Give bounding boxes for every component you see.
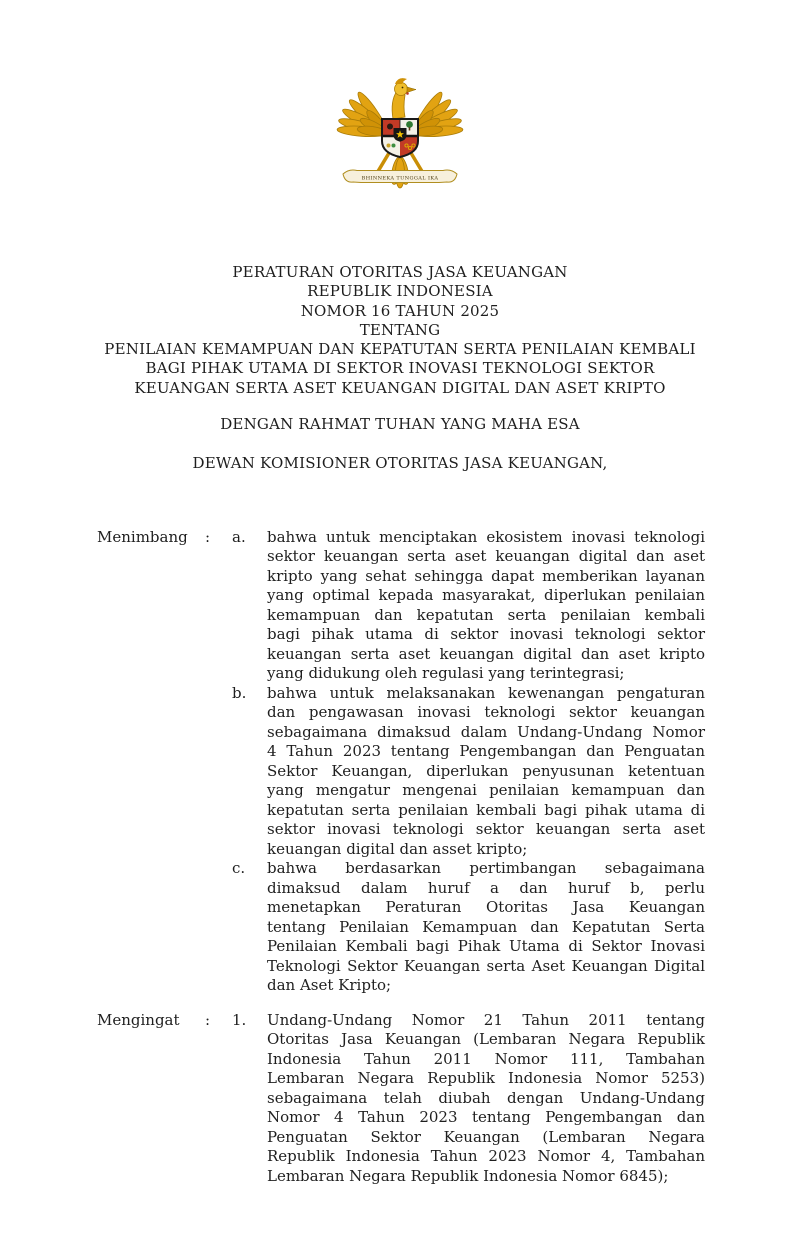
text-line: dimaksud dalam huruf a dan huruf b, perlu (267, 878, 705, 897)
title-line: PENILAIAN KEMAMPUAN DAN KEPATUTAN SERTA PENILAIAN KEMBALI (104, 340, 696, 359)
item-text (267, 1011, 705, 1187)
title-line: REPUBLIK INDONESIA (307, 282, 493, 301)
mengingat-item-1 (232, 1011, 705, 1187)
text-line: yang optimal kepada masyarakat, diperlukan penilaian (267, 586, 705, 605)
text-line: Penguatan Sektor Keuangan (Lembaran Negara (267, 1127, 705, 1146)
document-title (0, 263, 800, 398)
text-line: sektor inovasi teknologi sektor keuangan serta aset (267, 820, 705, 839)
text-line: tentang Penilaian Kemampuan dan Kepatutan Serta (267, 917, 705, 936)
emblem-motto-scroll (343, 170, 457, 183)
text-line: Sektor Keuangan, diperlukan penyusunan ketentuan (267, 761, 705, 780)
text-line: Lembaran Negara Republik Indonesia Nomor 5253) (267, 1069, 705, 1088)
item-text (267, 859, 705, 996)
text-line: bahwa berdasarkan pertimbangan sebagaimana (267, 859, 705, 878)
menimbang-item-a (232, 528, 705, 684)
title-line: TENTANG (359, 320, 441, 339)
item-text (267, 684, 705, 860)
text-line: Indonesia Tahun 2011 Nomor 111, Tambahan (267, 1049, 705, 1068)
item-text (267, 528, 705, 684)
mengingat-items (232, 1011, 705, 1187)
item-marker: a. (232, 527, 246, 546)
text-line: bagi pihak utama di sektor inovasi teknologi sektor (267, 625, 705, 644)
emblem-motto-text: BHINNEKA TUNGGAL IKA (361, 175, 439, 182)
text-line: kemampuan dan kepatutan serta penilaian kembali (267, 605, 705, 624)
text-line: Undang-Undang Nomor 21 Tahun 2011 tentang (267, 1010, 705, 1029)
garuda-pancasila-emblem (335, 75, 465, 197)
menimbang-colon: : (205, 527, 211, 546)
text-line: Penilaian Kembali bagi Pihak Utama di Sektor Inovasi (267, 937, 705, 956)
item-marker: 1. (232, 1010, 247, 1029)
emblem-pancasila-shield (382, 117, 418, 159)
menimbang-item-b (232, 684, 705, 860)
title-line: BAGI PIHAK UTAMA DI SEKTOR INOVASI TEKNOLOGI SEKTOR (145, 359, 655, 378)
mengingat-section (0, 1011, 800, 1187)
text-line: 4 Tahun 2023 tentang Pengembangan dan Penguatan (267, 742, 705, 761)
text-line: Republik Indonesia Tahun 2023 Nomor 4, Tambahan (267, 1147, 705, 1166)
title-line: PERATURAN OTORITAS JASA KEUANGAN (232, 263, 568, 281)
menimbang-item-c (232, 859, 705, 996)
text-line: Lembaran Negara Republik Indonesia Nomor 6845); (267, 1166, 669, 1185)
text-line: dan pengawasan inovasi teknologi sektor keuangan (267, 703, 705, 722)
mengingat-label: Mengingat (97, 1010, 180, 1029)
text-line: sebagaimana telah diubah dengan Undang-Undang (267, 1088, 705, 1107)
text-line: keuangan digital dan asset kripto; (267, 839, 528, 858)
text-line: bahwa untuk menciptakan ekosistem inovasi teknologi (267, 527, 705, 546)
title-line: KEUANGAN SERTA ASET KEUANGAN DIGITAL DAN ASET KRIPTO (134, 378, 666, 397)
text-line: keuangan serta aset keuangan digital dan aset kripto (267, 644, 705, 663)
text-line: menetapkan Peraturan Otoritas Jasa Keuangan (267, 898, 705, 917)
menimbang-section (0, 528, 800, 996)
text-line: dan Aset Kripto; (267, 976, 392, 995)
invocation-line: DENGAN RAHMAT TUHAN YANG MAHA ESA (220, 415, 580, 434)
title-line: NOMOR 16 TAHUN 2025 (300, 301, 500, 320)
text-line: bahwa untuk melaksanakan kewenangan pengaturan (267, 683, 705, 702)
menimbang-label: Menimbang (97, 527, 188, 546)
item-marker: c. (232, 859, 246, 878)
issuer-line: DEWAN KOMISIONER OTORITAS JASA KEUANGAN, (192, 454, 608, 473)
text-line: sebagaimana dimaksud dalam Undang-Undang Nomor (267, 722, 705, 741)
text-line: Nomor 4 Tahun 2023 tentang Pengembangan dan (267, 1108, 705, 1127)
text-line: Otoritas Jasa Keuangan (Lembaran Negara Republik (267, 1030, 705, 1049)
text-line: kepatutan serta penilaian kembali bagi pihak utama di (267, 800, 705, 819)
item-marker: b. (232, 683, 247, 702)
menimbang-items (232, 528, 705, 996)
text-line: kripto yang sehat sehingga dapat memberikan layanan (267, 566, 705, 585)
text-line: Teknologi Sektor Keuangan serta Aset Keuangan Digital (267, 956, 705, 975)
text-line: yang didukung oleh regulasi yang terintegrasi; (267, 664, 625, 683)
mengingat-colon: : (205, 1010, 211, 1029)
text-line: sektor keuangan serta aset keuangan digital dan aset (267, 547, 705, 566)
text-line: yang mengatur mengenai penilaian kemampuan dan (267, 781, 705, 800)
